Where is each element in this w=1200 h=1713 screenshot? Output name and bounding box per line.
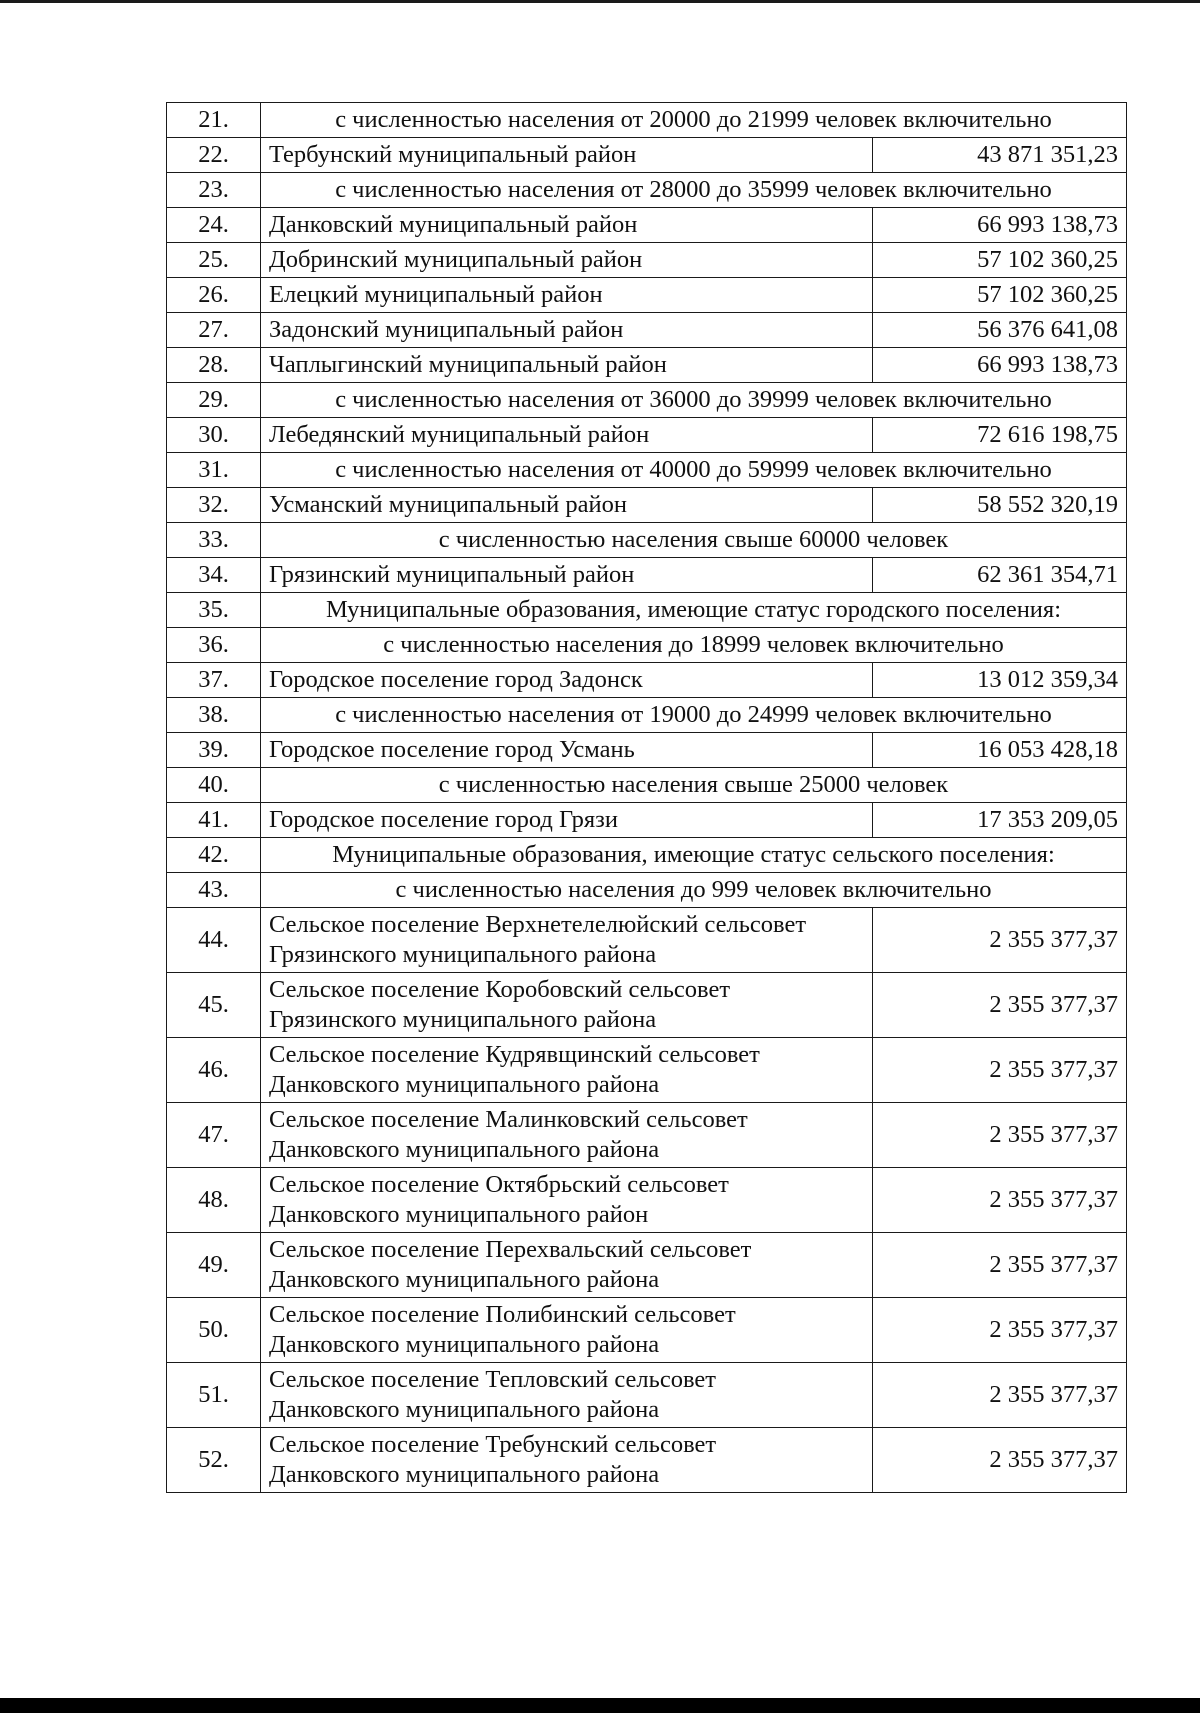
municipality-name-line1: Сельское поселение Полибинский сельсовет: [269, 1301, 736, 1328]
table-row: [167, 348, 1127, 383]
table-row: [167, 1363, 1127, 1428]
category-heading: с численностью населения от 19000 до 24999 человек включительно: [261, 698, 1127, 733]
row-number: 30.: [167, 418, 261, 453]
municipality-name-line2: Грязинского муниципального района: [269, 1006, 657, 1033]
amount-value: 2 355 377,37: [873, 1168, 1127, 1233]
row-number: 51.: [167, 1363, 261, 1428]
municipality-name: [261, 1363, 873, 1428]
row-number: 23.: [167, 173, 261, 208]
table-row: [167, 558, 1127, 593]
table-row: [167, 103, 1127, 138]
row-number: 38.: [167, 698, 261, 733]
row-number: 40.: [167, 768, 261, 803]
row-number: 49.: [167, 1233, 261, 1298]
row-number: 37.: [167, 663, 261, 698]
municipality-name-line1: Сельское поселение Коробовский сельсовет: [269, 976, 731, 1003]
row-number: 52.: [167, 1428, 261, 1493]
allocation-table: [166, 102, 1127, 1493]
table-row: [167, 663, 1127, 698]
municipality-name: [261, 1038, 873, 1103]
amount-value: 58 552 320,19: [873, 488, 1127, 523]
table-row: [167, 698, 1127, 733]
municipality-name-line1: Сельское поселение Перехвальский сельсовет: [269, 1236, 752, 1263]
municipality-name: Усманский муниципальный район: [261, 488, 873, 523]
municipality-name: Добринский муниципальный район: [261, 243, 873, 278]
table-row: [167, 593, 1127, 628]
municipality-name: [261, 1103, 873, 1168]
amount-value: 2 355 377,37: [873, 1103, 1127, 1168]
amount-value: 72 616 198,75: [873, 418, 1127, 453]
row-number: 46.: [167, 1038, 261, 1103]
table-row: [167, 733, 1127, 768]
row-number: 25.: [167, 243, 261, 278]
row-number: 27.: [167, 313, 261, 348]
row-number: 47.: [167, 1103, 261, 1168]
amount-value: 2 355 377,37: [873, 908, 1127, 973]
municipality-name-line2: Данковского муниципального района: [269, 1266, 660, 1293]
municipality-name-line2: Грязинского муниципального района: [269, 941, 657, 968]
category-heading: с численностью населения от 20000 до 21999 человек включительно: [261, 103, 1127, 138]
scan-edge-top: [0, 0, 1200, 3]
municipality-name-line1: Сельское поселение Требунский сельсовет: [269, 1431, 717, 1458]
category-heading: с численностью населения от 28000 до 35999 человек включительно: [261, 173, 1127, 208]
table-row: [167, 453, 1127, 488]
category-heading: с численностью населения свыше 25000 человек: [261, 768, 1127, 803]
row-number: 26.: [167, 278, 261, 313]
municipality-name-line1: Сельское поселение Кудрявщинский сельсовет: [269, 1041, 760, 1068]
amount-value: 56 376 641,08: [873, 313, 1127, 348]
row-number: 43.: [167, 873, 261, 908]
municipality-name: Городское поселение город Грязи: [261, 803, 873, 838]
municipality-name: Лебедянский муниципальный район: [261, 418, 873, 453]
amount-value: 66 993 138,73: [873, 208, 1127, 243]
row-number: 41.: [167, 803, 261, 838]
municipality-name: Чаплыгинский муниципальный район: [261, 348, 873, 383]
category-heading: Муниципальные образования, имеющие статус сельского поселения:: [261, 838, 1127, 873]
amount-value: 16 053 428,18: [873, 733, 1127, 768]
table-row: [167, 138, 1127, 173]
table-row: [167, 628, 1127, 663]
row-number: 22.: [167, 138, 261, 173]
municipality-name-line1: Сельское поселение Верхнетелелюйский сельсовет: [269, 911, 807, 938]
row-number: 35.: [167, 593, 261, 628]
amount-value: 2 355 377,37: [873, 1038, 1127, 1103]
table-row: [167, 208, 1127, 243]
category-heading: с численностью населения до 18999 человек включительно: [261, 628, 1127, 663]
municipality-name: [261, 1298, 873, 1363]
row-number: 39.: [167, 733, 261, 768]
municipality-name: Тербунский муниципальный район: [261, 138, 873, 173]
municipality-name-line1: Сельское поселение Октябрьский сельсовет: [269, 1171, 729, 1198]
row-number: 50.: [167, 1298, 261, 1363]
table-row: [167, 973, 1127, 1038]
row-number: 42.: [167, 838, 261, 873]
table-row: [167, 1298, 1127, 1363]
table-row: [167, 243, 1127, 278]
table-row: [167, 1103, 1127, 1168]
amount-value: 2 355 377,37: [873, 1428, 1127, 1493]
amount-value: 2 355 377,37: [873, 1298, 1127, 1363]
category-heading: с численностью населения свыше 60000 человек: [261, 523, 1127, 558]
municipality-name: [261, 973, 873, 1038]
scan-edge-bottom: [0, 1698, 1200, 1713]
municipality-name: Елецкий муниципальный район: [261, 278, 873, 313]
amount-value: 62 361 354,71: [873, 558, 1127, 593]
row-number: 28.: [167, 348, 261, 383]
municipality-name: [261, 1233, 873, 1298]
municipality-name-line2: Данковского муниципального района: [269, 1396, 660, 1423]
amount-value: 57 102 360,25: [873, 243, 1127, 278]
category-heading: с численностью населения от 40000 до 59999 человек включительно: [261, 453, 1127, 488]
table-body: [167, 103, 1127, 1493]
table-row: [167, 313, 1127, 348]
municipality-name: Городское поселение город Усмань: [261, 733, 873, 768]
table-row: [167, 278, 1127, 313]
category-heading: с численностью населения от 36000 до 39999 человек включительно: [261, 383, 1127, 418]
table-row: [167, 1168, 1127, 1233]
municipality-name-line2: Данковского муниципального района: [269, 1331, 660, 1358]
amount-value: 66 993 138,73: [873, 348, 1127, 383]
table-row: [167, 1428, 1127, 1493]
table-row: [167, 908, 1127, 973]
amount-value: 2 355 377,37: [873, 1233, 1127, 1298]
table-row: [167, 873, 1127, 908]
municipality-name-line1: Сельское поселение Тепловский сельсовет: [269, 1366, 716, 1393]
table-row: [167, 803, 1127, 838]
municipality-name: [261, 1168, 873, 1233]
municipality-name-line2: Данковского муниципального района: [269, 1071, 660, 1098]
amount-value: 57 102 360,25: [873, 278, 1127, 313]
table-row: [167, 1233, 1127, 1298]
municipality-name: Городское поселение город Задонск: [261, 663, 873, 698]
municipality-name-line1: Сельское поселение Малинковский сельсовет: [269, 1106, 748, 1133]
row-number: 34.: [167, 558, 261, 593]
row-number: 21.: [167, 103, 261, 138]
municipality-name: [261, 1428, 873, 1493]
table-row: [167, 488, 1127, 523]
municipality-name-line2: Данковского муниципального района: [269, 1136, 660, 1163]
amount-value: 17 353 209,05: [873, 803, 1127, 838]
row-number: 45.: [167, 973, 261, 1038]
municipality-name: Задонский муниципальный район: [261, 313, 873, 348]
row-number: 36.: [167, 628, 261, 663]
municipality-name: Грязинский муниципальный район: [261, 558, 873, 593]
table-row: [167, 523, 1127, 558]
row-number: 24.: [167, 208, 261, 243]
amount-value: 2 355 377,37: [873, 973, 1127, 1038]
table-row: [167, 383, 1127, 418]
row-number: 48.: [167, 1168, 261, 1233]
municipality-name: Данковский муниципальный район: [261, 208, 873, 243]
row-number: 29.: [167, 383, 261, 418]
category-heading: Муниципальные образования, имеющие статус городского поселения:: [261, 593, 1127, 628]
table-row: [167, 418, 1127, 453]
row-number: 44.: [167, 908, 261, 973]
amount-value: 43 871 351,23: [873, 138, 1127, 173]
table-row: [167, 173, 1127, 208]
table-row: [167, 768, 1127, 803]
table-row: [167, 1038, 1127, 1103]
amount-value: 13 012 359,34: [873, 663, 1127, 698]
row-number: 32.: [167, 488, 261, 523]
amount-value: 2 355 377,37: [873, 1363, 1127, 1428]
municipality-name-line2: Данковского муниципального район: [269, 1201, 649, 1228]
row-number: 33.: [167, 523, 261, 558]
municipality-name: [261, 908, 873, 973]
row-number: 31.: [167, 453, 261, 488]
municipality-name-line2: Данковского муниципального района: [269, 1461, 660, 1488]
table-row: [167, 838, 1127, 873]
category-heading: с численностью населения до 999 человек включительно: [261, 873, 1127, 908]
